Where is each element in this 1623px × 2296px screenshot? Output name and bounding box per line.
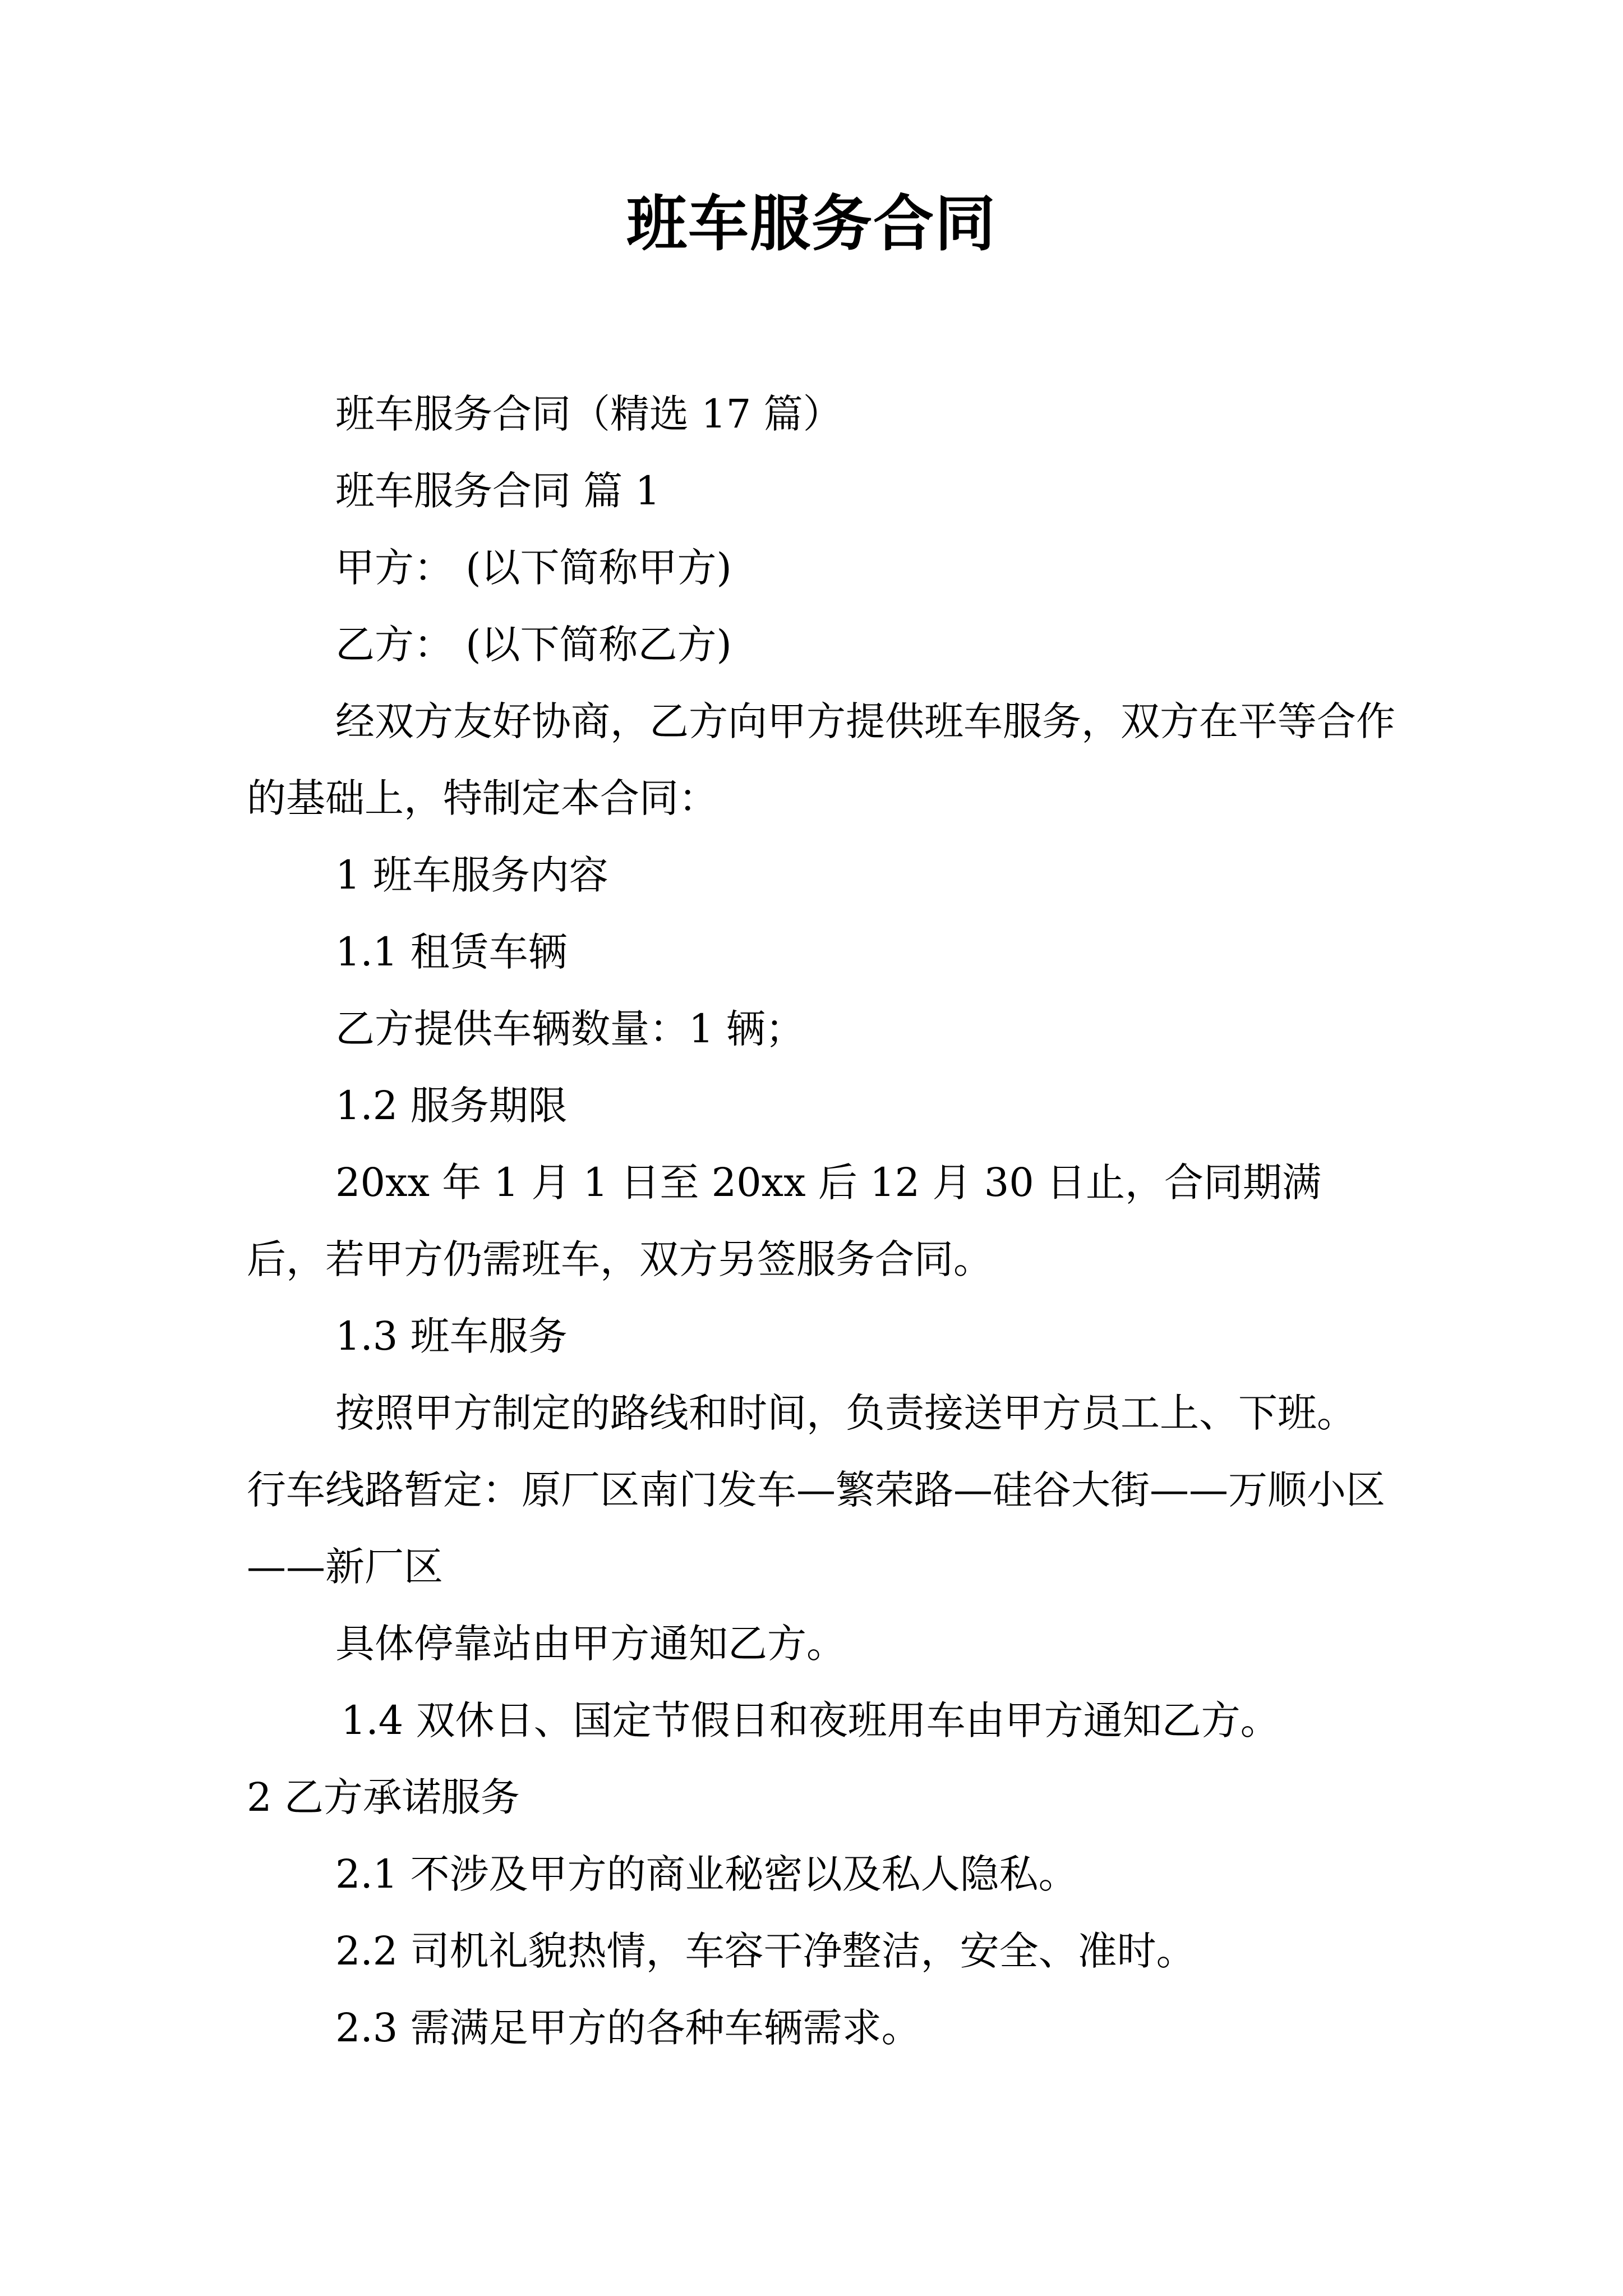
paragraph-service-period: 20xx 年 1 月 1 日至 20xx 后 12 月 30 日止，合同期满后，若甲方仍需班车，双方另签服务合同。 [247, 1159, 1322, 1282]
paragraph-clause-2-2: 2.2 司机礼貌热情，车容干净整洁，安全、准时。 [335, 1928, 1196, 1974]
document-body [247, 376, 1396, 2067]
paragraph-clause-1: 1 班车服务内容 [335, 852, 608, 898]
paragraph-clause-2-3: 2.3 需满足甲方的各种车辆需求。 [335, 2005, 921, 2051]
paragraph-vehicle-count: 乙方提供车辆数量：1 辆； [335, 1006, 805, 1052]
paragraph-subtitle: 班车服务合同（精选 17 篇） [335, 391, 842, 437]
paragraph-clause-2: 2 乙方承诺服务 [247, 1774, 520, 1820]
paragraph-stops: 具体停靠站由甲方通知乙方。 [335, 1621, 846, 1667]
document-title: 班车服务合同 [626, 189, 997, 259]
paragraph-party-a: 甲方： (以下简称甲方) [335, 545, 732, 591]
paragraph-clause-1-4: 1.4 双休日、国定节假日和夜班用车由甲方通知乙方。 [341, 1697, 1280, 1743]
paragraph-clause-1-2: 1.2 服务期限 [335, 1083, 568, 1129]
paragraph-party-b: 乙方： (以下简称乙方) [335, 622, 732, 668]
paragraph-clause-2-1: 2.1 不涉及甲方的商业秘密以及私人隐私。 [335, 1851, 1078, 1897]
paragraph-clause-1-3: 1.3 班车服务 [335, 1313, 568, 1359]
paragraph-preamble: 经双方友好协商，乙方向甲方提供班车服务，双方在平等合作的基础上，特制定本合同： [247, 698, 1395, 821]
paragraph-section-heading: 班车服务合同 篇 1 [335, 468, 661, 514]
paragraph-clause-1-1: 1.1 租赁车辆 [335, 929, 568, 975]
paragraph-route: 按照甲方制定的路线和时间，负责接送甲方员工上、下班。 行车线路暂定：原厂区南门发车—繁荣路—硅谷大街——万顺小区——新厂区 [247, 1390, 1385, 1590]
